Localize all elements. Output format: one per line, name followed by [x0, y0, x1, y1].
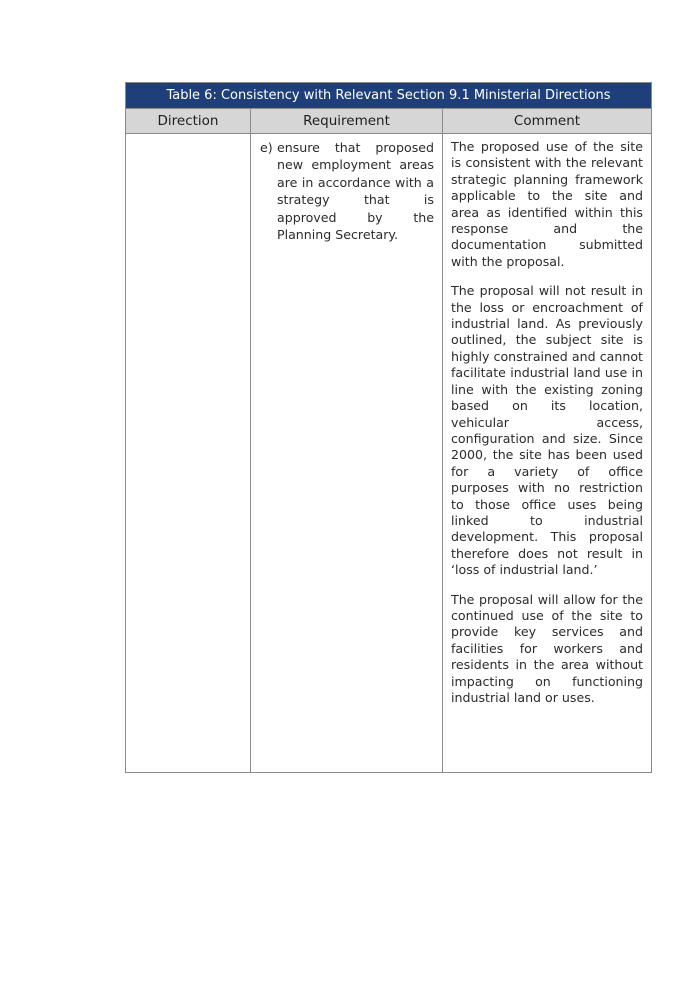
comment-cell	[443, 134, 652, 773]
table-header-row	[126, 109, 652, 134]
direction-cell	[126, 134, 251, 773]
requirement-marker: e)	[260, 140, 273, 155]
table-caption: Table 6: Consistency with Relevant Section 9.1 Ministerial Directions	[126, 83, 652, 109]
table-caption-row	[126, 83, 652, 109]
comment-paragraph-3: The proposal will allow for the continued use of the site to provide key services and facilities for workers and residents in the area without impacting on functioning industrial land or uses.	[451, 591, 643, 705]
header-comment: Comment	[443, 109, 652, 134]
comment-paragraph-2: The proposal will not result in the loss or encroachment of industrial land. As previously outlined, the subject site is highly constrained and cannot facilitate industrial land use in line with the existing zoning based on its location, vehicular access, configuration and size. Since 2000, the site has been used for a variety of office purposes with no restriction to those office uses being linked to industrial development. This proposal therefore does not result in ‘loss of industrial land.’	[451, 283, 643, 578]
requirement-item	[251, 134, 442, 243]
header-requirement: Requirement	[251, 109, 443, 134]
ministerial-directions-table	[125, 82, 652, 773]
header-direction: Direction	[126, 109, 251, 134]
requirement-cell	[251, 134, 443, 773]
requirement-text: ensure that proposed new employment areas are in accordance with a strategy that is approved by the Planning Secretary.	[277, 140, 434, 243]
table-row	[126, 134, 652, 773]
comment-paragraph-1: The proposed use of the site is consistent with the relevant strategic planning framework applicable to the site and area as identified within this response and the documentation submitted with the proposal.	[451, 139, 643, 269]
